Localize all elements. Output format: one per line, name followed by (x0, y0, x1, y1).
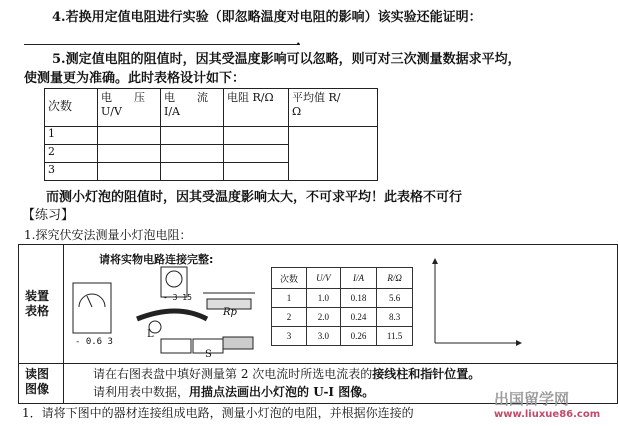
switch-label: S (205, 349, 212, 360)
question-5-line1: 5.测定值电阻的阻值时，因其受温度影响可以忽略，则可对三次测量数据求平均， (52, 52, 521, 67)
question-5-line2: 使测量更为准确。此时表格设计如下： (24, 71, 246, 86)
practice-label: 【练习】 (22, 208, 75, 223)
row-number: 1 (45, 127, 98, 145)
col-header: U/V (307, 268, 341, 289)
watermark-title: 出国留学网 (494, 390, 570, 408)
switch-icon (223, 337, 253, 349)
table-row: 1 1.0 0.18 5.6 (272, 289, 413, 308)
row-number: 3 (45, 163, 98, 181)
exercise-1-title: 1.探究伏安法测量小灯泡电阻： (24, 228, 192, 242)
setup-label: 装置 表格 (25, 289, 50, 318)
col-header: I/A (340, 268, 376, 289)
question-4: 4.若换用定值电阻进行实验（即忽略温度对电阻的影响）该实验还能证明： (52, 10, 482, 25)
circuit-diagram (67, 263, 267, 363)
header-count: 次数 (45, 89, 98, 127)
note-text: 而测小灯泡的阻值时，因其受温度影响太大，不可求平均！此表格不可行 (46, 190, 463, 205)
row-number: 2 (45, 145, 98, 163)
bottom-question: 1．请将下图中的器材连接组成电路，测量小灯泡的电阻，并根据你连接的 (22, 406, 414, 420)
battery-icon (161, 339, 191, 353)
header-current: 电 流 I/A (161, 89, 224, 127)
table-row: 3 3.0 0.26 11.5 (272, 327, 413, 346)
graph-instruction-2: 请利用表中数据，用描点法画出小灯泡的 U-I 图像。 (93, 385, 375, 399)
header-voltage: 电 压 U/V (98, 89, 161, 127)
ammeter-scale: - 0.6 3 (75, 337, 113, 347)
answer-blank-dot: . (296, 34, 301, 49)
graph-label: 读图 图像 (25, 367, 50, 396)
answer-blank-line (24, 44, 300, 45)
rheostat-label: Rp (223, 307, 237, 318)
table-row: 2 2.0 0.24 8.3 (272, 308, 413, 327)
voltmeter-scale: - 3 15 (163, 293, 192, 302)
graph-instruction-1: 请在右图表盘中填好测量第 2 次电流时所选电流表的接线柱和指针位置。 (93, 367, 481, 381)
exercise-table (18, 244, 618, 404)
watermark-url: www.liuxue86.com (494, 409, 601, 420)
col-header: R/Ω (377, 268, 413, 289)
header-average: 平均值 R/ Ω (289, 89, 378, 127)
ui-axes (425, 255, 525, 349)
header-resistance: 电阻 R/Ω (224, 89, 289, 127)
ammeter-icon (73, 283, 111, 333)
data-table (271, 267, 413, 346)
circuit-title: 请将实物电路连接完整: (99, 253, 214, 266)
resistance-table (44, 88, 378, 181)
col-header: 次数 (272, 268, 307, 289)
lamp-label: L (147, 329, 154, 340)
